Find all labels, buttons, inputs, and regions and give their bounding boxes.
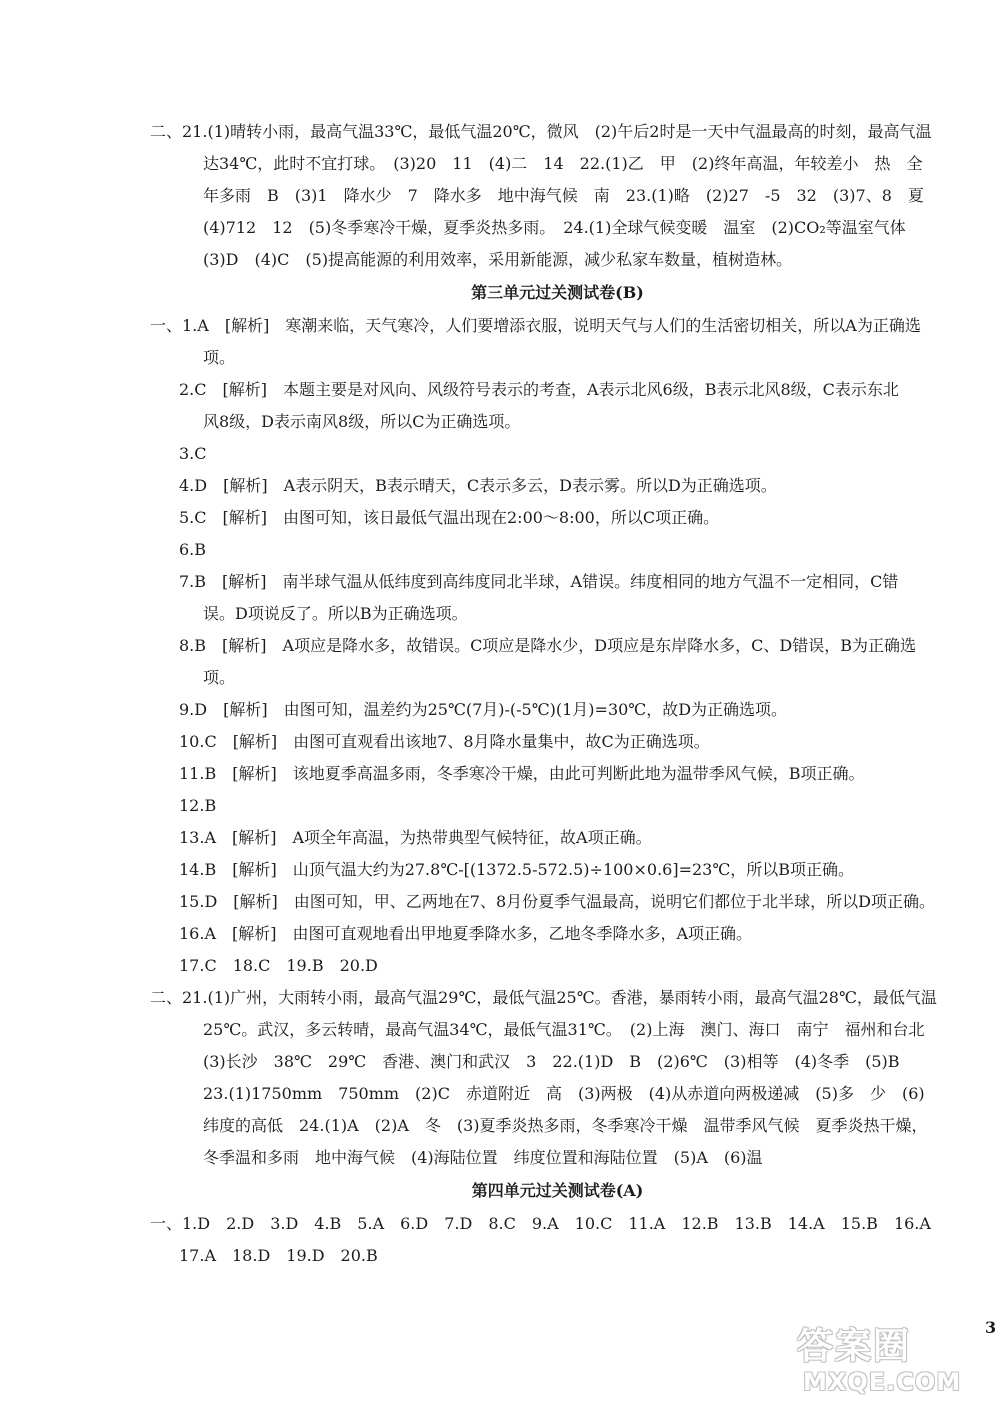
answer-line: 25℃。武汉，多云转晴，最高气温34℃，最低气温31℃。 (2)上海 澳门、海口 南宁 福州和台北 bbox=[203, 1020, 925, 1039]
answer-item: 7.B [解析] 南半球气温从低纬度到高纬度同北半球，A错误。纬度相同的地方气温不一定相同，C错 bbox=[179, 572, 899, 591]
answer-line: 纬度的高低 24.(1)A (2)A 冬 (3)夏季炎热多雨，冬季寒冷干燥 温带季风气候 夏季炎热干燥， bbox=[203, 1116, 928, 1135]
unit4-a-answers bbox=[150, 1208, 965, 1272]
answer-line: 二、21.(1)晴转小雨，最高气温33℃，最低气温20℃，微风 (2)午后2时是一天中气温最高的时刻，最高气温 bbox=[150, 122, 932, 141]
answer-item-continuation: 误。D项说反了。所以B为正确选项。 bbox=[203, 604, 468, 623]
answer-item-continuation: 项。 bbox=[203, 348, 236, 367]
unit3-a-part2-answers bbox=[150, 116, 965, 276]
answer-item: 13.A [解析] A项全年高温，为热带典型气候特征，故A项正确。 bbox=[179, 828, 652, 847]
answer-item: 8.B [解析] A项应是降水多，故错误。C项应是降水少，D项应是东岸降水多，C、D错误，B为正确选 bbox=[179, 636, 916, 655]
answer-line: (4)712 12 (5)冬季寒冷干燥，夏季炎热多雨。 24.(1)全球气候变暖 温室 (2)CO₂等温室气体 bbox=[203, 218, 906, 237]
page-number: 3 bbox=[985, 1318, 997, 1337]
answer-line: 17.A 18.D 19.D 20.B bbox=[179, 1246, 378, 1265]
answer-line: 年多雨 B (3)1 降水少 7 降水多 地中海气候 南 23.(1)略 (2)27 -5 32 (3)7、8 夏 bbox=[203, 186, 924, 205]
answer-item: 10.C [解析] 由图可直观看出该地7、8月降水量集中，故C为正确选项。 bbox=[179, 732, 710, 751]
answer-line: 23.(1)1750mm 750mm (2)C 赤道附近 高 (3)两极 (4)从赤道向两极递减 (5)多 少 (6) bbox=[203, 1084, 925, 1103]
section-title-unit3-b: 第三单元过关测试卷(B) bbox=[471, 283, 644, 302]
answer-item: 6.B bbox=[179, 540, 207, 559]
answer-item: 15.D [解析] 由图可知，甲、乙两地在7、8月份夏季气温最高，说明它们都位于北半球，所以D项正确。 bbox=[179, 892, 935, 911]
answer-item-continuation: 项。 bbox=[203, 668, 236, 687]
watermark-url: MXQE.COM bbox=[803, 1368, 962, 1396]
section-title-unit4-a: 第四单元过关测试卷(A) bbox=[471, 1181, 644, 1200]
unit3-b-part1-answers bbox=[150, 310, 965, 982]
answer-item: 4.D [解析] A表示阴天，B表示晴天，C表示多云，D表示雾。所以D为正确选项。 bbox=[179, 476, 777, 495]
answer-line: 二、21.(1)广州，大雨转小雨，最高气温29℃，最低气温25℃。香港，暴雨转小雨，最高气温28℃，最低气温 bbox=[150, 988, 937, 1007]
answer-item: 9.D [解析] 由图可知，温差约为25℃(7月)-(-5℃)(1月)=30℃，故D为正确选项。 bbox=[179, 700, 788, 719]
answer-item: 一、1.A [解析] 寒潮来临，天气寒冷，人们要增添衣服，说明天气与人们的生活密切相关，所以A为正确选 bbox=[150, 316, 921, 335]
answer-item: 5.C [解析] 由图可知，该日最低气温出现在2:00～8:00，所以C项正确。 bbox=[179, 508, 720, 527]
watermark-logo bbox=[797, 1318, 987, 1408]
answer-item: 17.C 18.C 19.B 20.D bbox=[179, 956, 378, 975]
answer-item: 3.C bbox=[179, 444, 207, 463]
answer-item: 12.B bbox=[179, 796, 217, 815]
answer-line: (3)D (4)C (5)提高能源的利用效率，采用新能源，减少私家车数量，植树造林。 bbox=[203, 250, 793, 269]
answer-item: 16.A [解析] 由图可直观地看出甲地夏季降水多，乙地冬季降水多，A项正确。 bbox=[179, 924, 753, 943]
answer-item: 14.B [解析] 山顶气温大约为27.8℃-[(1372.5-572.5)÷100×0.6]=23℃，所以B项正确。 bbox=[179, 860, 855, 879]
answer-line: (3)长沙 38℃ 29℃ 香港、澳门和武汉 3 22.(1)D B (2)6℃ (3)相等 (4)冬季 (5)B bbox=[203, 1052, 900, 1071]
answer-item: 2.C [解析] 本题主要是对风向、风级符号表示的考查，A表示北风6级，B表示北风8级，C表示东北 bbox=[179, 380, 899, 399]
page-content bbox=[150, 116, 965, 1272]
answer-item: 11.B [解析] 该地夏季高温多雨，冬季寒冷干燥，由此可判断此地为温带季风气候，B项正确。 bbox=[179, 764, 865, 783]
answer-item-continuation: 风8级，D表示南风8级，所以C为正确选项。 bbox=[203, 412, 521, 431]
answer-line: 冬季温和多雨 地中海气候 (4)海陆位置 纬度位置和海陆位置 (5)A (6)温 bbox=[203, 1148, 763, 1167]
answer-line: 一、1.D 2.D 3.D 4.B 5.A 6.D 7.D 8.C 9.A 10.C 11.A 12.B 13.B 14.A 15.B 16.A bbox=[150, 1214, 931, 1233]
answer-line: 达34℃，此时不宜打球。 (3)20 11 (4)二 14 22.(1)乙 甲 (2)终年高温，年较差小 热 全 bbox=[203, 154, 923, 173]
watermark-logo-text: 答案圈 bbox=[797, 1326, 912, 1367]
unit3-b-part2-answers bbox=[150, 982, 965, 1174]
